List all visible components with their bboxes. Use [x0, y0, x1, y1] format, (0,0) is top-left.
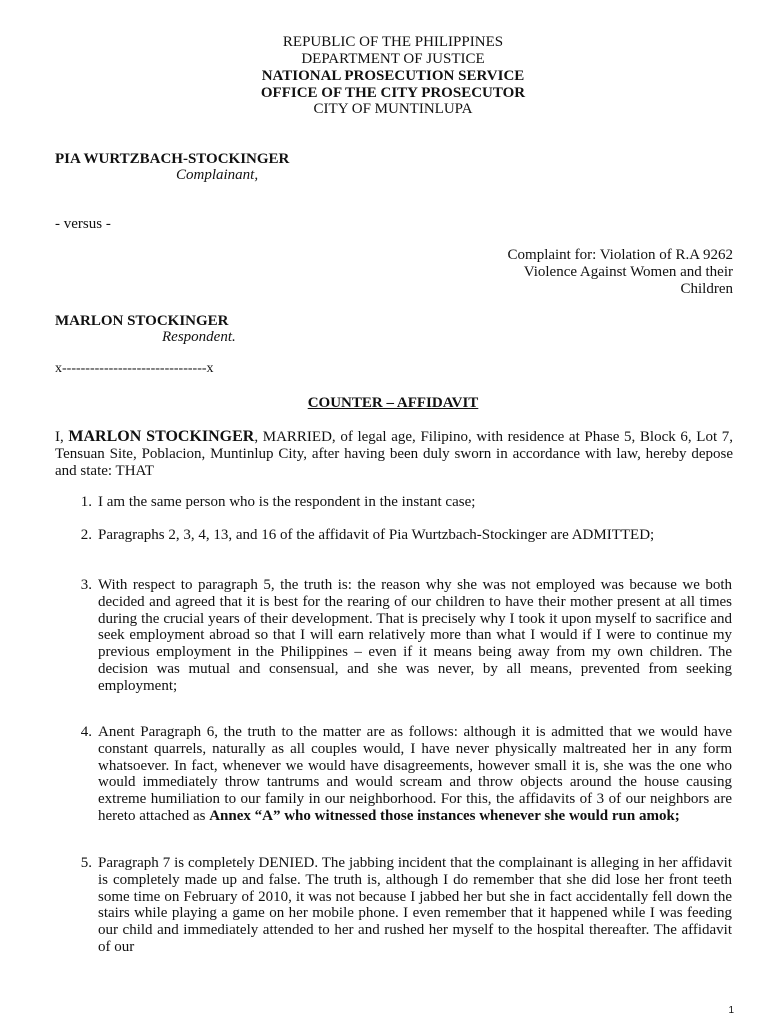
item-number: 1.: [80, 494, 92, 510]
complaint-line-3: Children: [680, 281, 733, 297]
complainant-name: PIA WURTZBACH-STOCKINGER: [55, 151, 290, 167]
respondent-role: Respondent.: [162, 329, 236, 345]
item-text: Anent Paragraph 6, the truth to the matter are as follows: although it is admitted that we would have constant quarrels, naturally as all couples would, I have never physically maltreated her in any form whatsoever. In fact, whenever we would have disagreements, however small it is, she was the one who would immediately throw tantrums and would scream and throw objects around the house causing extreme humiliation to our family in our neighborhood. For this, the affidavits of 3 of our neighbors are hereto attached as: [98, 724, 732, 824]
page-number: 1: [728, 1005, 734, 1016]
affiant-name: MARLON STOCKINGER: [68, 428, 255, 445]
header-prosecution-service: NATIONAL PROSECUTION SERVICE: [261, 68, 525, 84]
intro-prefix: I,: [55, 429, 69, 445]
item-text: Paragraphs 2, 3, 4, 13, and 16 of the affidavit of Pia Wurtzbach-Stockinger are ADMITTED;: [98, 527, 655, 543]
item-paragraph: [98, 724, 732, 825]
header-office: OFFICE OF THE CITY PROSECUTOR: [260, 85, 526, 101]
header-city: CITY OF MUNTINLUPA: [313, 101, 473, 117]
caption-separator: x-------------------------------x: [55, 361, 214, 376]
header-republic: REPUBLIC OF THE PHILIPPINES: [282, 34, 504, 50]
versus-label: - versus -: [55, 216, 111, 232]
item-number: 4.: [80, 724, 92, 740]
complaint-line-2: Violence Against Women and their: [523, 264, 733, 280]
intro-paragraph: [55, 429, 733, 479]
annex-reference: Annex “A” who witnessed those instances whenever she would run amok;: [209, 807, 680, 824]
item-text: I am the same person who is the respondent in the instant case;: [98, 494, 476, 510]
complainant-role: Complainant,: [176, 167, 259, 183]
item-text: Paragraph 7 is completely DENIED. The jabbing incident that the complainant is alleging in her affidavit is completely made up and false. The truth is, although I do remember that she did lose her front teeth some time on February of 2010, it was not because I jabbed her but she in fact accidentally fell down the stairs while playing a game on her mobile phone. I even remember that it happened while I was feeding our child and immediately attended to her and rushed her myself to the hospital thereafter. The affidavit of our: [98, 855, 732, 955]
item-number: 2.: [80, 527, 92, 543]
intro-text: , MARRIED, of legal age, Filipino, with residence at Phase 5, Block 6, Lot 7, Tensuan Site, Poblacion, Muntinlup City, after having been duly sworn in accordance with law, hereby depose and state: THAT: [55, 429, 734, 479]
complaint-line-1: Complaint for: Violation of R.A 9262: [507, 247, 733, 263]
document-title: COUNTER – AFFIDAVIT: [307, 395, 479, 411]
header-department: DEPARTMENT OF JUSTICE: [301, 51, 485, 67]
respondent-name: MARLON STOCKINGER: [55, 313, 229, 329]
item-number: 5.: [80, 855, 92, 871]
item-text: With respect to paragraph 5, the truth is: the reason why she was not employed was because we both decided and agreed that it is best for the rearing of our children to have their mother present at all times during the crucial years of their development. That is precisely why I took it upon myself to sacrifice and seek employment abroad so that I will earn relatively more than what I would if I were to continue my previous employment in the Philippines – even if it means being away from my own children. The decision was mutual and consensual, and she was never, by all means, prevented from seeking employment;: [98, 577, 732, 694]
item-number: 3.: [80, 577, 92, 593]
